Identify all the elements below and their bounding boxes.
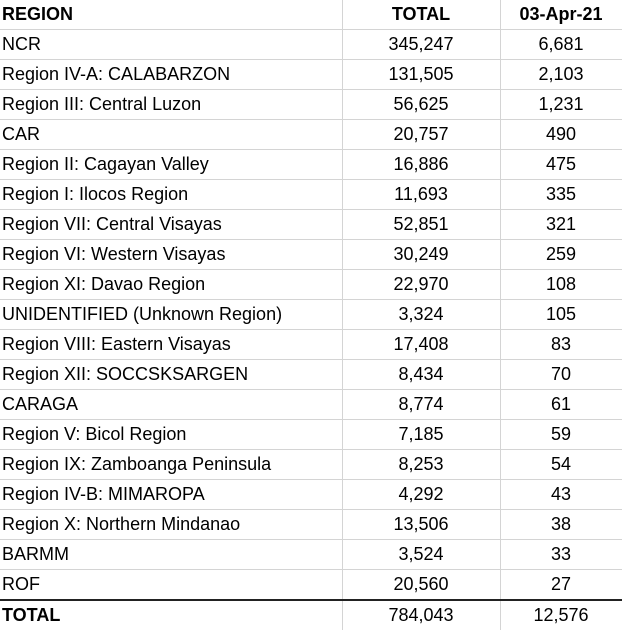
table-row [0,270,622,300]
region-cell[interactable]: NCR [0,30,342,60]
region-cell[interactable]: Region XII: SOCCSKSARGEN [0,360,342,390]
region-cell[interactable]: Region XI: Davao Region [0,270,342,300]
total-cell[interactable]: 30,249 [342,240,500,270]
table-row [0,90,622,120]
date-cell[interactable]: 108 [500,270,622,300]
date-cell[interactable]: 1,231 [500,90,622,120]
date-cell[interactable]: 43 [500,480,622,510]
region-cell[interactable]: Region IV-B: MIMAROPA [0,480,342,510]
date-cell[interactable]: 33 [500,540,622,570]
table-row [0,360,622,390]
total-cell[interactable]: 4,292 [342,480,500,510]
region-cell[interactable]: Region V: Bicol Region [0,420,342,450]
date-cell[interactable]: 2,103 [500,60,622,90]
total-row [0,600,622,630]
total-cell[interactable]: 20,757 [342,120,500,150]
region-cell[interactable]: Region III: Central Luzon [0,90,342,120]
table-row [0,240,622,270]
total-label[interactable]: TOTAL [0,600,342,630]
table-row [0,570,622,601]
date-cell[interactable]: 27 [500,570,622,601]
region-cell[interactable]: BARMM [0,540,342,570]
table-row [0,210,622,240]
table-row [0,180,622,210]
total-cell[interactable]: 7,185 [342,420,500,450]
region-cell[interactable]: UNIDENTIFIED (Unknown Region) [0,300,342,330]
total-cell[interactable]: 11,693 [342,180,500,210]
date-cell[interactable]: 6,681 [500,30,622,60]
table-row [0,30,622,60]
total-cell[interactable]: 52,851 [342,210,500,240]
header-region[interactable]: REGION [0,0,342,30]
table-row [0,420,622,450]
date-cell[interactable]: 105 [500,300,622,330]
region-cell[interactable]: ROF [0,570,342,601]
total-cell[interactable]: 56,625 [342,90,500,120]
region-cell[interactable]: Region IX: Zamboanga Peninsula [0,450,342,480]
total-cell[interactable]: 8,774 [342,390,500,420]
grand-total[interactable]: 784,043 [342,600,500,630]
total-cell[interactable]: 345,247 [342,30,500,60]
table-row [0,480,622,510]
header-total[interactable]: TOTAL [342,0,500,30]
table-row [0,450,622,480]
date-cell[interactable]: 490 [500,120,622,150]
date-cell[interactable]: 335 [500,180,622,210]
table-row [0,330,622,360]
date-cell[interactable]: 321 [500,210,622,240]
total-cell[interactable]: 17,408 [342,330,500,360]
region-cell[interactable]: Region VI: Western Visayas [0,240,342,270]
region-cell[interactable]: Region VIII: Eastern Visayas [0,330,342,360]
table-row [0,120,622,150]
region-cell[interactable]: CAR [0,120,342,150]
date-cell[interactable]: 38 [500,510,622,540]
date-cell[interactable]: 59 [500,420,622,450]
region-cell[interactable]: Region VII: Central Visayas [0,210,342,240]
total-cell[interactable]: 13,506 [342,510,500,540]
table-row [0,540,622,570]
region-cell[interactable]: Region I: Ilocos Region [0,180,342,210]
date-cell[interactable]: 54 [500,450,622,480]
date-cell[interactable]: 70 [500,360,622,390]
day-total[interactable]: 12,576 [500,600,622,630]
table-row [0,60,622,90]
total-cell[interactable]: 22,970 [342,270,500,300]
date-cell[interactable]: 61 [500,390,622,420]
table-row [0,390,622,420]
total-cell[interactable]: 131,505 [342,60,500,90]
total-cell[interactable]: 3,524 [342,540,500,570]
total-cell[interactable]: 20,560 [342,570,500,601]
region-cell[interactable]: CARAGA [0,390,342,420]
table-body [0,30,622,601]
header-row [0,0,622,30]
region-cell[interactable]: Region X: Northern Mindanao [0,510,342,540]
date-cell[interactable]: 475 [500,150,622,180]
header-date[interactable]: 03-Apr-21 [500,0,622,30]
date-cell[interactable]: 259 [500,240,622,270]
table-row [0,300,622,330]
total-cell[interactable]: 8,253 [342,450,500,480]
table-row [0,510,622,540]
total-cell[interactable]: 8,434 [342,360,500,390]
date-cell[interactable]: 83 [500,330,622,360]
region-cell[interactable]: Region II: Cagayan Valley [0,150,342,180]
total-cell[interactable]: 3,324 [342,300,500,330]
region-cell[interactable]: Region IV-A: CALABARZON [0,60,342,90]
total-cell[interactable]: 16,886 [342,150,500,180]
table-row [0,150,622,180]
